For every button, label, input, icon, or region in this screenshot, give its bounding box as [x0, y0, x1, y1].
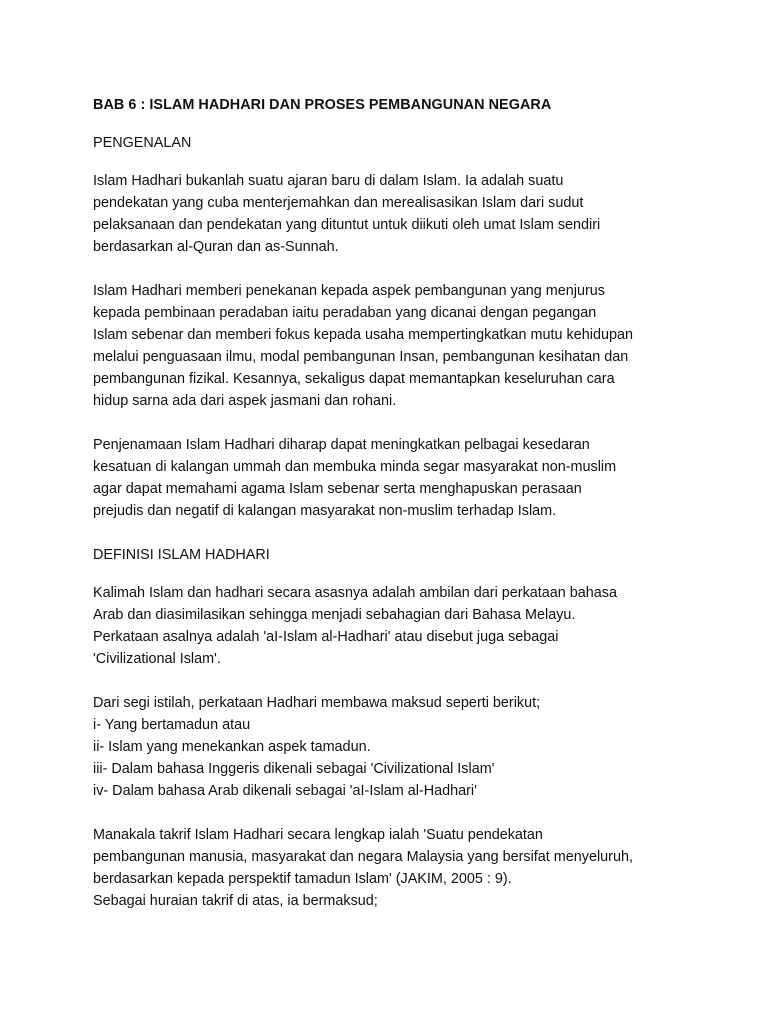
- text-line: Perkataan asalnya adalah 'aI-Islam al-Hadhari' atau disebut juga sebagai: [93, 629, 559, 645]
- text-line: Arab dan diasimilasikan sehingga menjadi sebahagian dari Bahasa Melayu.: [93, 607, 576, 623]
- list-item: iv- Dalam bahasa Arab dikenali sebagai 'aI-Islam al-Hadhari': [93, 783, 477, 799]
- list-item: iii- Dalam bahasa Inggeris dikenali sebagai 'Civilizational Islam': [93, 761, 495, 777]
- text-line: Dari segi istilah, perkataan Hadhari membawa maksud seperti berikut;: [93, 695, 541, 711]
- text-line: Islam Hadhari memberi penekanan kepada aspek pembangunan yang menjurus: [93, 283, 605, 299]
- paragraph-etymology: [93, 582, 733, 670]
- text-line: Penjenamaan Islam Hadhari diharap dapat meningkatkan pelbagai kesedaran: [93, 437, 590, 453]
- text-line: kepada pembinaan peradaban iaitu peradaban yang dicanai dengan pegangan: [93, 305, 597, 321]
- list-item: i- Yang bertamadun atau: [93, 717, 251, 733]
- section-title-pengenalan: PENGENALAN: [93, 135, 192, 151]
- text-line: berdasarkan al-Quran dan as-Sunnah.: [93, 239, 339, 255]
- text-line: 'Civilizational Islam'.: [93, 651, 221, 667]
- text-line: Sebagai huraian takrif di atas, ia bermaksud;: [93, 893, 378, 909]
- text-line: Manakala takrif Islam Hadhari secara lengkap ialah 'Suatu pendekatan: [93, 827, 543, 843]
- text-line: Kalimah Islam dan hadhari secara asasnya adalah ambilan dari perkataan bahasa: [93, 585, 617, 601]
- paragraph-branding: [93, 434, 733, 522]
- chapter-heading: BAB 6 : ISLAM HADHARI DAN PROSES PEMBANGUNAN NEGARA: [93, 97, 552, 113]
- section-title-definisi: DEFINISI ISLAM HADHARI: [93, 547, 270, 563]
- text-line: hidup sarna ada dari aspek jasmani dan rohani.: [93, 393, 397, 409]
- text-line: agar dapat memahami agama Islam sebenar serta menghapuskan perasaan: [93, 481, 582, 497]
- text-line: berdasarkan kepada perspektif tamadun Islam' (JAKIM, 2005 : 9).: [93, 871, 512, 887]
- text-line: melalui penguasaan ilmu, modal pembangunan Insan, pembangunan kesihatan dan: [93, 349, 629, 365]
- text-line: pendekatan yang cuba menterjemahkan dan merealisasikan Islam dari sudut: [93, 195, 584, 211]
- text-line: kesatuan di kalangan ummah dan membuka minda segar masyarakat non-muslim: [93, 459, 617, 475]
- text-line: pembangunan manusia, masyarakat dan negara Malaysia yang bersifat menyeluruh,: [93, 849, 633, 865]
- paragraph-terminology-list: [93, 692, 733, 802]
- text-line: prejudis dan negatif di kalangan masyarakat non-muslim terhadap Islam.: [93, 503, 557, 519]
- paragraph-definition: [93, 824, 733, 912]
- text-line: Islam sebenar dan memberi fokus kepada usaha mempertingkatkan mutu kehidupan: [93, 327, 633, 343]
- paragraph-introduction: [93, 170, 733, 258]
- text-line: pelaksanaan dan pendekatan yang dituntut untuk diikuti oleh umat Islam sendiri: [93, 217, 601, 233]
- text-line: pembangunan fizikal. Kesannya, sekaligus dapat memantapkan keseluruhan cara: [93, 371, 615, 387]
- list-item: ii- Islam yang menekankan aspek tamadun.: [93, 739, 371, 755]
- text-line: Islam Hadhari bukanlah suatu ajaran baru di dalam Islam. Ia adalah suatu: [93, 173, 564, 189]
- paragraph-emphasis: [93, 280, 733, 412]
- document-page: [93, 94, 733, 934]
